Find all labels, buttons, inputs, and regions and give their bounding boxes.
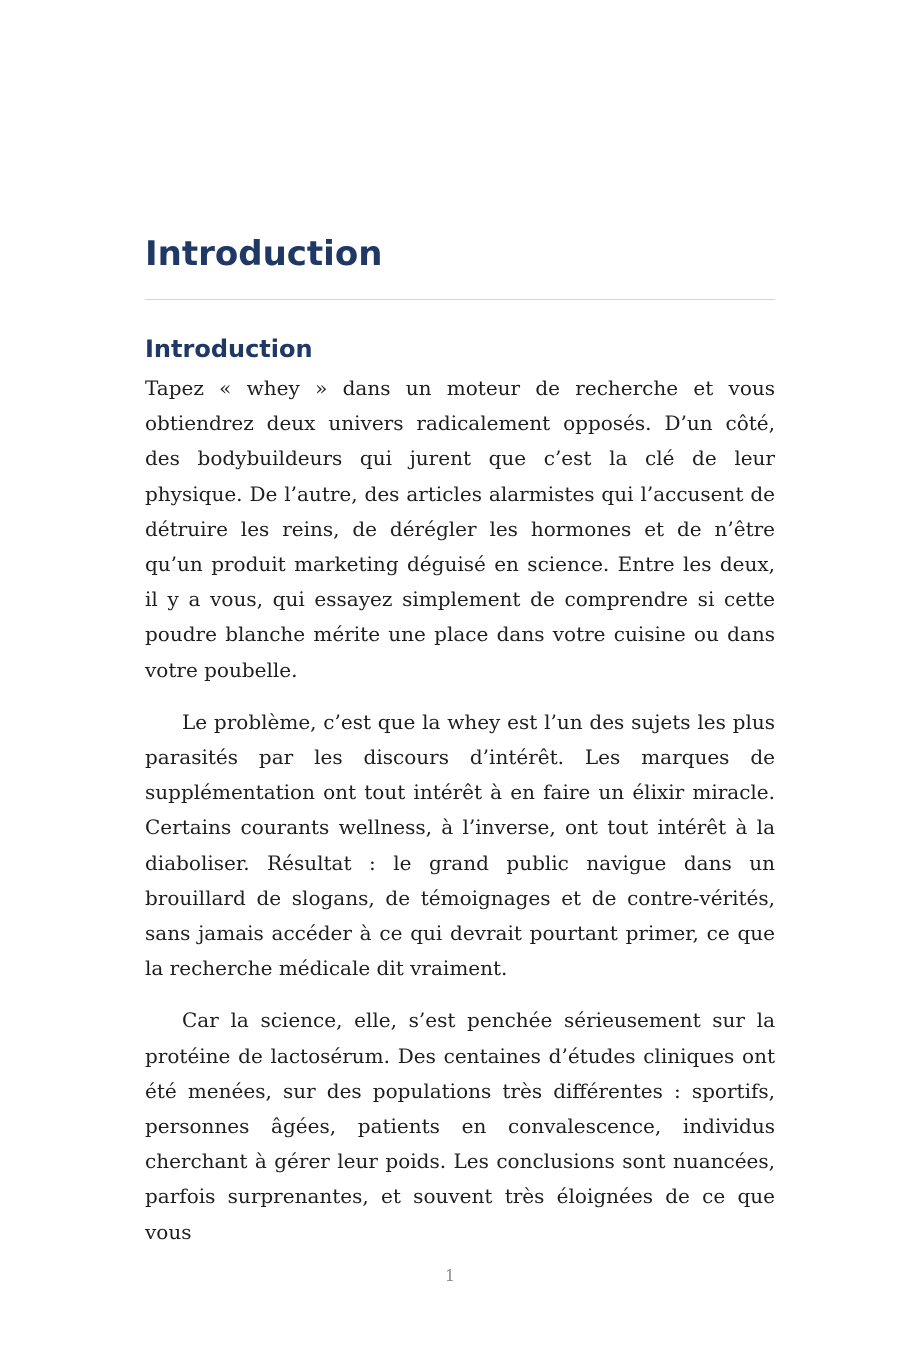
title-divider <box>145 299 775 300</box>
chapter-title: Introduction <box>145 234 383 274</box>
page-content <box>145 232 775 1250</box>
paragraph-2: Le problème, c’est que la whey est l’un des sujets les plus parasités par les discours d’intérêt. Les marques de supplémentation ont tout intérêt à en faire un élixir miracle. Certains courants wellness, à l’inverse, ont tout intérêt à la diaboliser. Résultat : le grand public navigue dans un brouillard de slogans, de témoignages et de contre-vérités, sans jamais accéder à ce qui devrait pourtant primer, ce que la recherche médicale dit vraiment. <box>145 709 775 981</box>
section-title: Introduction <box>145 335 313 363</box>
page-number: 1 <box>444 1266 456 1285</box>
paragraph-3: Car la science, elle, s’est penchée sérieusement sur la protéine de lactosérum. Des centaines d’études cliniques ont été menées, sur des populations très différentes : sportifs, personnes âgées, patients en convalescence, individus cherchant à gérer leur poids. Les conclusions sont nuancées, parfois surprenantes, et souvent très éloignées de ce que vous <box>145 1008 775 1244</box>
paragraph-1: Tapez « whey » dans un moteur de recherche et vous obtiendrez deux univers radicalement opposés. D’un côté, des bodybuildeurs qui jurent que c’est la clé de leur physique. De l’autre, des articles alarmistes qui l’accusent de détruire les reins, de dérégler les hormones et de n’être qu’un produit marketing déguisé en science. Entre les deux, il y a vous, qui essayez simplement de comprendre si cette poudre blanche mérite une place dans votre cuisine ou dans votre poubelle. <box>145 376 775 682</box>
